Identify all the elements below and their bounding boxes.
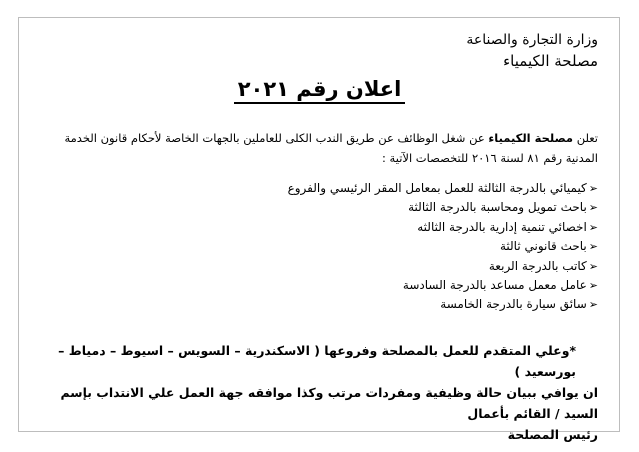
intro-paragraph <box>40 128 598 168</box>
list-item <box>220 237 598 256</box>
job-label: باحث قانوني ثالثة <box>499 239 587 254</box>
footer-line-1: *وعلي المتقدم للعمل بالمصلحة وفروعها ( الاسكندرية – السويس – اسيوط – دمياط – بورسعيد ) <box>58 343 576 379</box>
jobs-list <box>220 179 598 315</box>
list-item <box>220 276 598 295</box>
footer-line-3: رئيس المصلحة <box>507 427 598 442</box>
authority-name: مصلحة الكيمياء <box>503 52 598 70</box>
intro-line-2: المدنية رقم ٨١ لسنة ٢٠١٦ للتخصصات الآتية : <box>382 151 598 165</box>
job-label: عامل معمل مساعد بالدرجة السادسة <box>402 278 587 293</box>
announcement-title: اعلان رقم ٢٠٢١ <box>234 76 406 104</box>
check-arrow-icon: ➢ <box>588 279 598 293</box>
job-label: باحث تمويل ومحاسبة بالدرجة الثالثة <box>408 200 587 215</box>
announcement-title-wrap <box>0 76 639 104</box>
intro-line-1 <box>40 128 598 148</box>
job-label: اخصائي تنمية إدارية بالدرجة الثالثه <box>417 219 587 234</box>
intro-prefix: تعلن <box>576 131 598 145</box>
check-arrow-icon: ➢ <box>588 182 598 195</box>
check-arrow-icon: ➢ <box>588 259 598 273</box>
list-item <box>220 198 598 217</box>
job-label: سائق سيارة بالدرجة الخامسة <box>440 297 587 312</box>
list-item <box>220 295 598 314</box>
list-item <box>220 179 598 198</box>
list-item <box>220 257 598 276</box>
check-arrow-icon: ➢ <box>588 201 598 215</box>
intro-authority-bold: مصلحة الكيمياء <box>488 131 574 145</box>
footer-line-2: ان يوافي ببيان حالة وظيفية ومفردات مرتب وكذا موافقه جهة العمل علي الانتداب بإسم السيد / القائم بأعمال <box>60 385 598 421</box>
check-arrow-icon: ➢ <box>588 240 598 254</box>
check-arrow-icon: ➢ <box>588 298 598 312</box>
job-label: كاتب بالدرجة الربعة <box>488 258 587 273</box>
intro-line1-rest: عن شغل الوظائف عن طريق الندب الكلى للعاملين بالجهات الخاصة لأحكام قانون الخدمة <box>64 131 485 145</box>
check-arrow-icon: ➢ <box>588 220 598 234</box>
footer-notes <box>40 340 598 445</box>
ministry-name: وزارة التجارة والصناعة <box>466 32 598 48</box>
list-item <box>220 218 598 237</box>
job-label: كيميائي بالدرجة الثالثة للعمل بمعامل المقر الرئيسي والفروع <box>287 181 587 195</box>
